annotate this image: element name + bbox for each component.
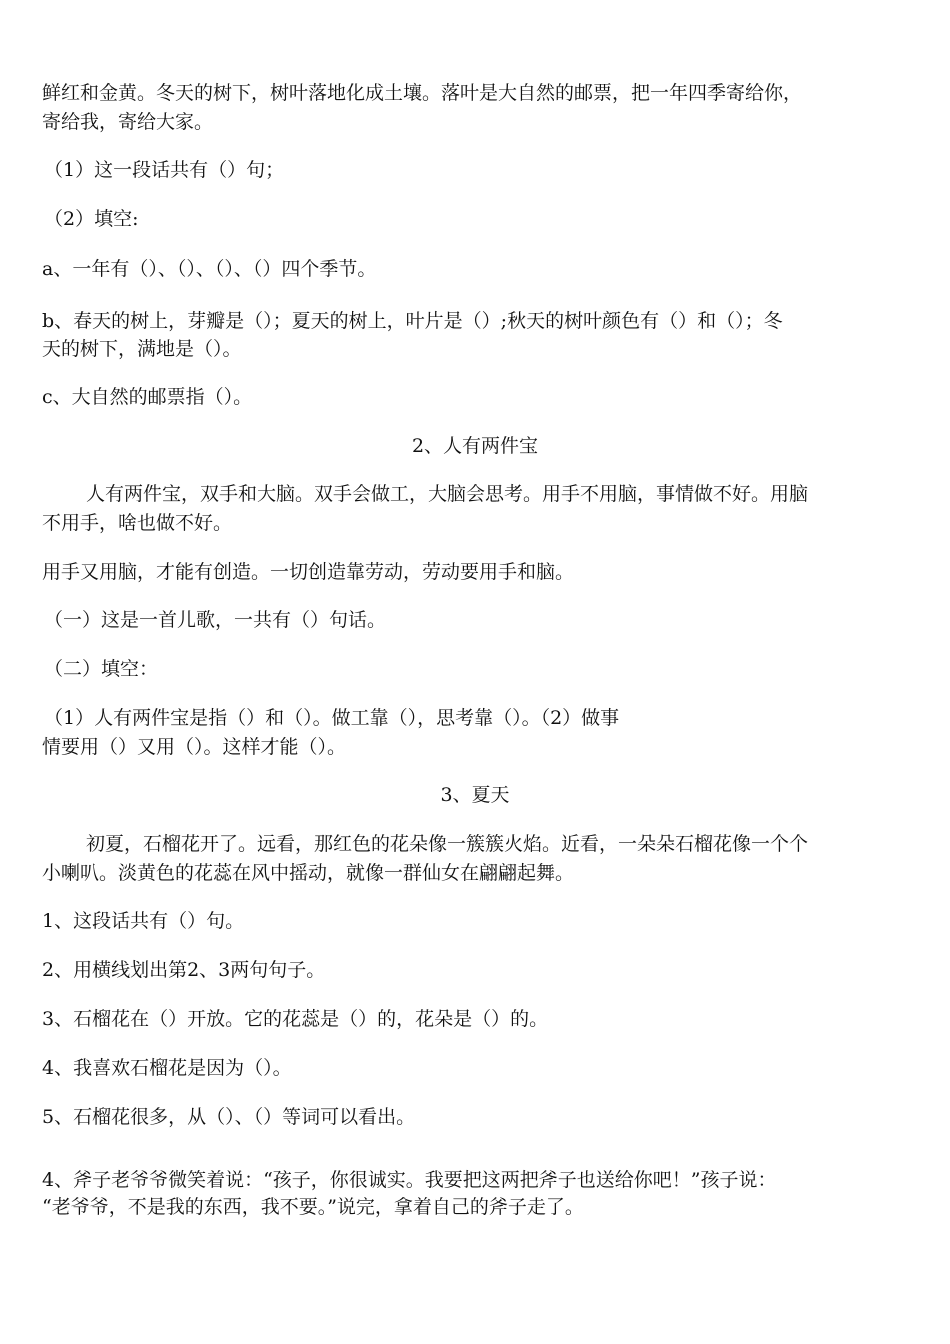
passage-line: “老爷爷，不是我的东西，我不要。”说完，拿着自己的斧子走了。 [42, 1196, 584, 1218]
question-c: c、大自然的邮票指（）。 [42, 386, 253, 408]
section-title: 3、夏天 [440, 784, 510, 806]
question-1: （一）这是一首儿歌，一共有（）句话。 [44, 609, 387, 631]
passage-line: 不用手，啥也做不好。 [42, 512, 233, 534]
passage-line: 人有两件宝，双手和大脑。双手会做工，大脑会思考。用手不用脑，事情做不好。用脑 [86, 483, 809, 505]
fill-line: （1）人有两件宝是指（）和（）。做工靠（），思考靠（）。（2）做事 [44, 707, 620, 729]
question-item: 2、用横线划出第2、3两句句子。 [42, 959, 326, 981]
question-item: 1、这段话共有（）句。 [42, 910, 245, 932]
question-1: （1）这一段话共有（）句； [44, 159, 285, 181]
question-item: 3、石榴花在（）开放。它的花蕊是（）的，花朵是（）的。 [42, 1008, 549, 1030]
question-2: （2）填空: [44, 208, 139, 230]
question-a: a、一年有（）、（）、（）、（）四个季节。 [42, 258, 377, 280]
section-title: 2、人有两件宝 [411, 435, 539, 457]
passage-line: 4、斧子老爷爷微笑着说：“孩子，你很诚实。我要把这两把斧子也送给你吧！”孩子说： [42, 1169, 777, 1191]
question-item: 5、石榴花很多，从（）、（）等词可以看出。 [42, 1106, 416, 1128]
question-b-line: b、春天的树上，芽瓣是（）；夏天的树上，叶片是（）;秋天的树叶颜色有（）和（）；冬 [42, 310, 783, 332]
passage-line: 鲜红和金黄。冬天的树下，树叶落地化成土壤。落叶是大自然的邮票，把一年四季寄给你， [42, 82, 803, 104]
passage-line: 小喇叭。淡黄色的花蕊在风中摇动，就像一群仙女在翩翩起舞。 [42, 862, 575, 884]
question-2: （二）填空： [44, 658, 159, 680]
passage-line: 寄给我，寄给大家。 [42, 111, 214, 133]
passage-line: 用手又用脑，才能有创造。一切创造靠劳动，劳动要用手和脑。 [42, 561, 575, 583]
question-item: 4、我喜欢石榴花是因为（）。 [42, 1057, 292, 1079]
fill-line: 情要用（）又用（）。这样才能（）。 [42, 736, 347, 758]
passage-line: 初夏，石榴花开了。远看，那红色的花朵像一簇簇火焰。近看，一朵朵石榴花像一个个 [86, 833, 809, 855]
question-b-line: 天的树下，满地是（）。 [42, 338, 242, 360]
